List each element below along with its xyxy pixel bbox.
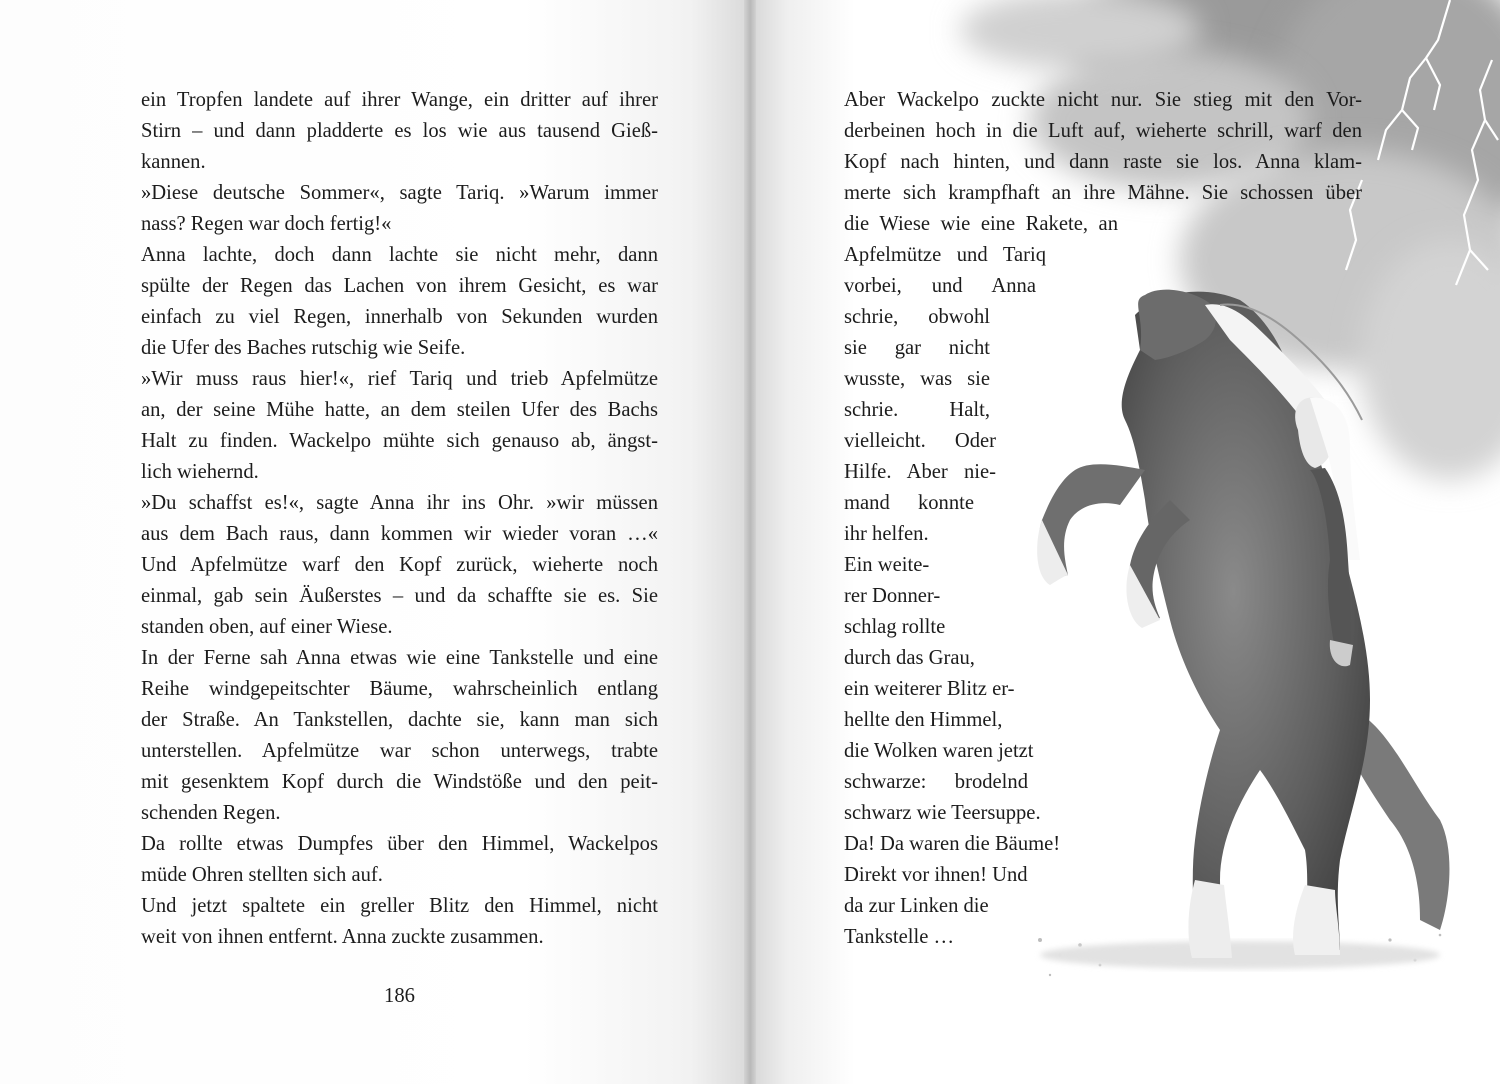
text-line: spülte der Regen das Lachen von ihrem Gesicht, es war bbox=[141, 275, 658, 297]
text-line: ein weiterer Blitz er- bbox=[844, 678, 1015, 700]
text-line: schwarz wie Teersuppe. bbox=[844, 802, 1041, 824]
text-line: einmal, gab sein Äußerstes – und da schaffte sie es. Sie bbox=[141, 585, 658, 607]
text-line: merte sich krampfhaft an ihre Mähne. Sie schossen über bbox=[844, 182, 1362, 204]
text-line: ihr helfen. bbox=[844, 523, 929, 545]
text-line: an, der seine Mühe hatte, an dem steilen Ufer des Bachs bbox=[141, 399, 658, 421]
text-line: die Wolken waren jetzt bbox=[844, 740, 1034, 762]
text-line: Anna lachte, doch dann lachte sie nicht mehr, dann bbox=[141, 244, 658, 266]
text-line: Kopf nach hinten, und dann raste sie los. Anna klam- bbox=[844, 151, 1362, 173]
text-line: schenden Regen. bbox=[141, 802, 281, 824]
text-line: In der Ferne sah Anna etwas wie eine Tankstelle und eine bbox=[141, 647, 658, 669]
text-line: schlag rollte bbox=[844, 616, 946, 638]
text-line: Reihe windgepeitschter Bäume, wahrscheinlich entlang bbox=[141, 678, 658, 700]
text-line: Und jetzt spaltete ein greller Blitz den Himmel, nicht bbox=[141, 895, 658, 917]
text-line: Tankstelle … bbox=[844, 926, 955, 948]
text-line: Da! Da waren die Bäume! bbox=[844, 833, 1061, 855]
text-line: lich wiehernd. bbox=[141, 461, 259, 483]
text-line: standen oben, auf einer Wiese. bbox=[141, 616, 393, 638]
left-page-text bbox=[141, 85, 658, 953]
book-gutter bbox=[744, 0, 756, 1084]
text-line: mit gesenktem Kopf durch die Windstöße und den peit- bbox=[141, 771, 658, 793]
text-line: einfach zu viel Regen, innerhalb von Sekunden wurden bbox=[141, 306, 658, 328]
text-line: weit von ihnen entfernt. Anna zuckte zusammen. bbox=[141, 926, 544, 948]
text-line: »Du schaffst es!«, sagte Anna ihr ins Ohr. »wir müssen bbox=[141, 492, 658, 514]
text-line: rer Donner- bbox=[844, 585, 941, 607]
text-line: vielleicht. Oder bbox=[844, 430, 996, 452]
text-line: hellte den Himmel, bbox=[844, 709, 1003, 731]
text-line: schwarze: brodelnd bbox=[844, 771, 1028, 793]
text-line: Stirn – und dann pladderte es los wie aus tausend Gieß- bbox=[141, 120, 658, 142]
page-number: 186 bbox=[384, 985, 415, 1007]
right-page-text bbox=[844, 85, 1362, 953]
text-line: Da rollte etwas Dumpfes über den Himmel, Wackelpos bbox=[141, 833, 658, 855]
text-line: Ein weite- bbox=[844, 554, 930, 576]
text-line: durch das Grau, bbox=[844, 647, 975, 669]
text-line: müde Ohren stellten sich auf. bbox=[141, 864, 383, 886]
text-line: die Wiese wie eine Rakete, an bbox=[844, 213, 1118, 235]
text-line: Hilfe. Aber nie- bbox=[844, 461, 996, 483]
text-line: mand konnte bbox=[844, 492, 974, 514]
text-line: »Diese deutsche Sommer«, sagte Tariq. »Warum immer bbox=[141, 182, 658, 204]
right-page bbox=[750, 0, 1500, 1084]
text-line: Und Apfelmütze warf den Kopf zurück, wieherte noch bbox=[141, 554, 658, 576]
text-line: aus dem Bach raus, dann kommen wir wieder voran …« bbox=[141, 523, 658, 545]
text-line: ein Tropfen landete auf ihrer Wange, ein dritter auf ihrer bbox=[141, 89, 658, 111]
text-line: der Straße. An Tankstellen, dachte sie, kann man sich bbox=[141, 709, 658, 731]
text-line: unterstellen. Apfelmütze war schon unterwegs, trabte bbox=[141, 740, 658, 762]
text-line: kannen. bbox=[141, 151, 206, 173]
text-line: nass? Regen war doch fertig!« bbox=[141, 213, 392, 235]
text-line: schrie. Halt, bbox=[844, 399, 990, 421]
text-line: »Wir muss raus hier!«, rief Tariq und trieb Apfelmütze bbox=[141, 368, 658, 390]
text-line: vorbei, und Anna bbox=[844, 275, 1036, 297]
text-line: Aber Wackelpo zuckte nicht nur. Sie stieg mit den Vor- bbox=[844, 89, 1362, 111]
text-line: sie gar nicht bbox=[844, 337, 990, 359]
text-line: derbeinen hoch in die Luft auf, wieherte schrill, warf den bbox=[844, 120, 1362, 142]
text-line: wusste, was sie bbox=[844, 368, 990, 390]
text-line: Direkt vor ihnen! Und bbox=[844, 864, 1028, 886]
text-line: Apfelmütze und Tariq bbox=[844, 244, 1046, 266]
text-line: Halt zu finden. Wackelpo mühte sich genauso ab, ängst- bbox=[141, 430, 658, 452]
text-line: die Ufer des Baches rutschig wie Seife. bbox=[141, 337, 466, 359]
text-line: schrie, obwohl bbox=[844, 306, 990, 328]
text-line: da zur Linken die bbox=[844, 895, 989, 917]
